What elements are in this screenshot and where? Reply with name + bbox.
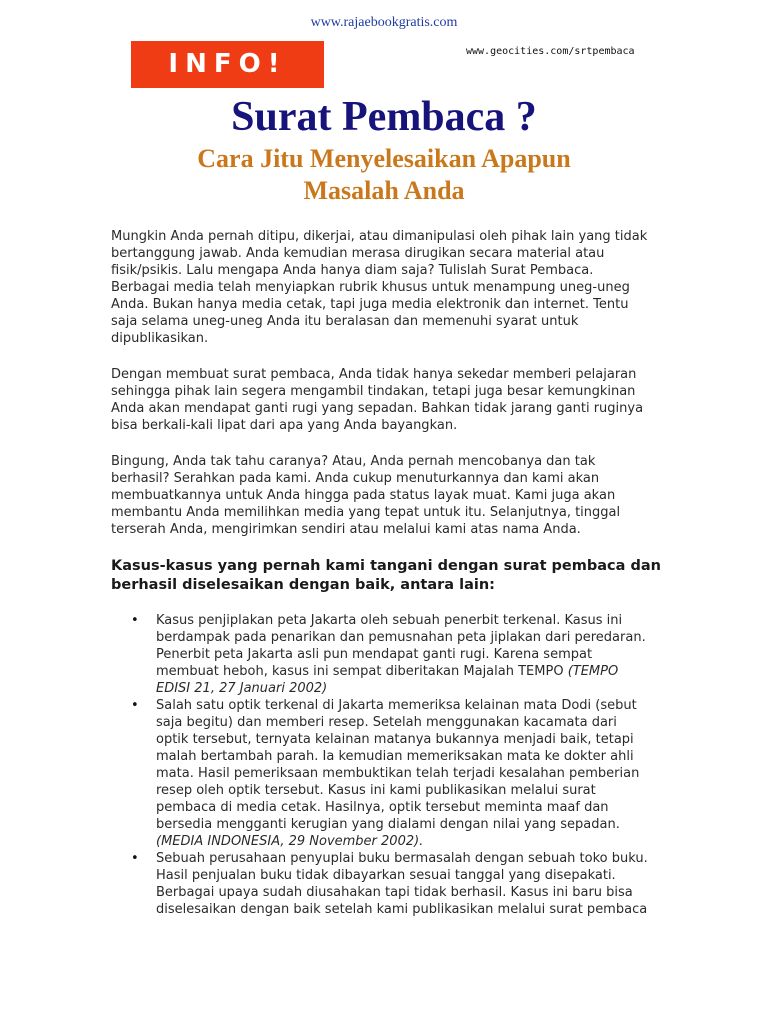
list-item [131,612,671,697]
benefit-paragraph: Dengan membuat surat pembaca, Anda tidak hanya sekedar memberi pelajaran sehingga pihak lain segera mengambil tindakan, tetapi juga besar kemungkinan Anda akan mendapat ganti rugi yang sepadan. Bahkan tidak jarang ganti ruginya bisa berkali-kali lipat dari apa yang Anda bayangkan. [111,367,644,433]
page-title: Surat Pembaca ? [231,94,537,140]
geocities-link[interactable]: www.geocities.com/srtpembaca [466,46,635,57]
service-paragraph: Bingung, Anda tak tahu caranya? Atau, Anda pernah mencobanya dan tak berhasil? Serahkan pada kami. Anda cukup menuturkannya dan kami akan membuatkannya untuk Anda hingga pada status layak muat. Kami juga akan membantu Anda memilihkan media yang tepat untuk itu. Selanjutnya, tinggal terserah Anda, mengirimkan sendiri atau melalui kami atas nama Anda. [111,454,621,537]
intro-paragraph: Mungkin Anda pernah ditipu, dikerjai, atau dimanipulasi oleh pihak lain yang tidak bertanggung jawab. Anda kemudian merasa dirugikan secara material atau fisik/psikis. Lalu mengapa Anda hanya diam saja? Tulislah Surat Pembaca. Berbagai media telah menyiapkan rubrik khusus untuk menampung uneg-uneg Anda. Bukan hanya media cetak, tapi juga media elektronik dan internet. Tentu saja selama uneg-uneg Anda itu beralasan dan memenuhi syarat untuk dipublikasikan. [111,229,648,346]
case-text: Salah satu optik terkenal di Jakarta memeriksa kelainan mata Dodi (sebut saja begitu) dan memberi resep. Setelah menggunakan kacamata dari optik tersebut, ternyata kelainan matanya bukannya menjadi baik, tetapi malah bertambah parah. Ia kemudian memeriksakan mata ke dokter ahli mata. Hasil pemeriksaan membuktikan telah terjadi kesalahan pemberian resep oleh optik tersebut. Kasus ini kami publikasikan melalui surat pembaca di media cetak. Hasilnya, optik tersebut meminta maaf dan bersedia mengganti kerugian yang dialami dengan nilai yang sepadan. [156,698,640,832]
article-body [111,228,671,918]
bullet-icon: • [131,698,139,713]
list-item [131,697,671,850]
cases-list [111,612,671,918]
bullet-icon: • [131,851,139,866]
info-banner: INFO! [131,41,324,88]
bullet-icon: • [131,613,139,628]
case-source: (MEDIA INDONESIA, 29 November 2002). [156,834,424,849]
case-source: (TEMPO EDISI 21, 27 Januari 2002) [156,664,619,696]
list-item [131,850,671,918]
cases-heading: Kasus-kasus yang pernah kami tangani dengan surat pembaca dan berhasil diselesaikan dengan baik, antara lain: [111,558,661,593]
subtitle-line-2: Masalah Anda [303,176,465,205]
subtitle-line-1: Cara Jitu Menyelesaikan Apapun [197,144,571,173]
case-text: Sebuah perusahaan penyuplai buku bermasalah dengan sebuah toko buku. Hasil penjualan buku tidak dibayarkan sesuai tanggal yang disepakati. Berbagai upaya sudah diusahakan tapi tidak berhasil. Kasus ini baru bisa diselesaikan dengan baik setelah kami publikasikan melalui surat pembaca [156,851,648,917]
site-link[interactable]: www.rajaebookgratis.com [310,15,458,30]
case-text: Kasus penjiplakan peta Jakarta oleh sebuah penerbit terkenal. Kasus ini berdampak pada penarikan dan pemusnahan peta jiplakan dari peredaran. Penerbit peta Jakarta asli pun mendapat ganti rugi. Karena sempat membuat heboh, kasus ini sempat diberitakan Majalah TEMPO [156,613,646,679]
subtitle [0,143,768,207]
